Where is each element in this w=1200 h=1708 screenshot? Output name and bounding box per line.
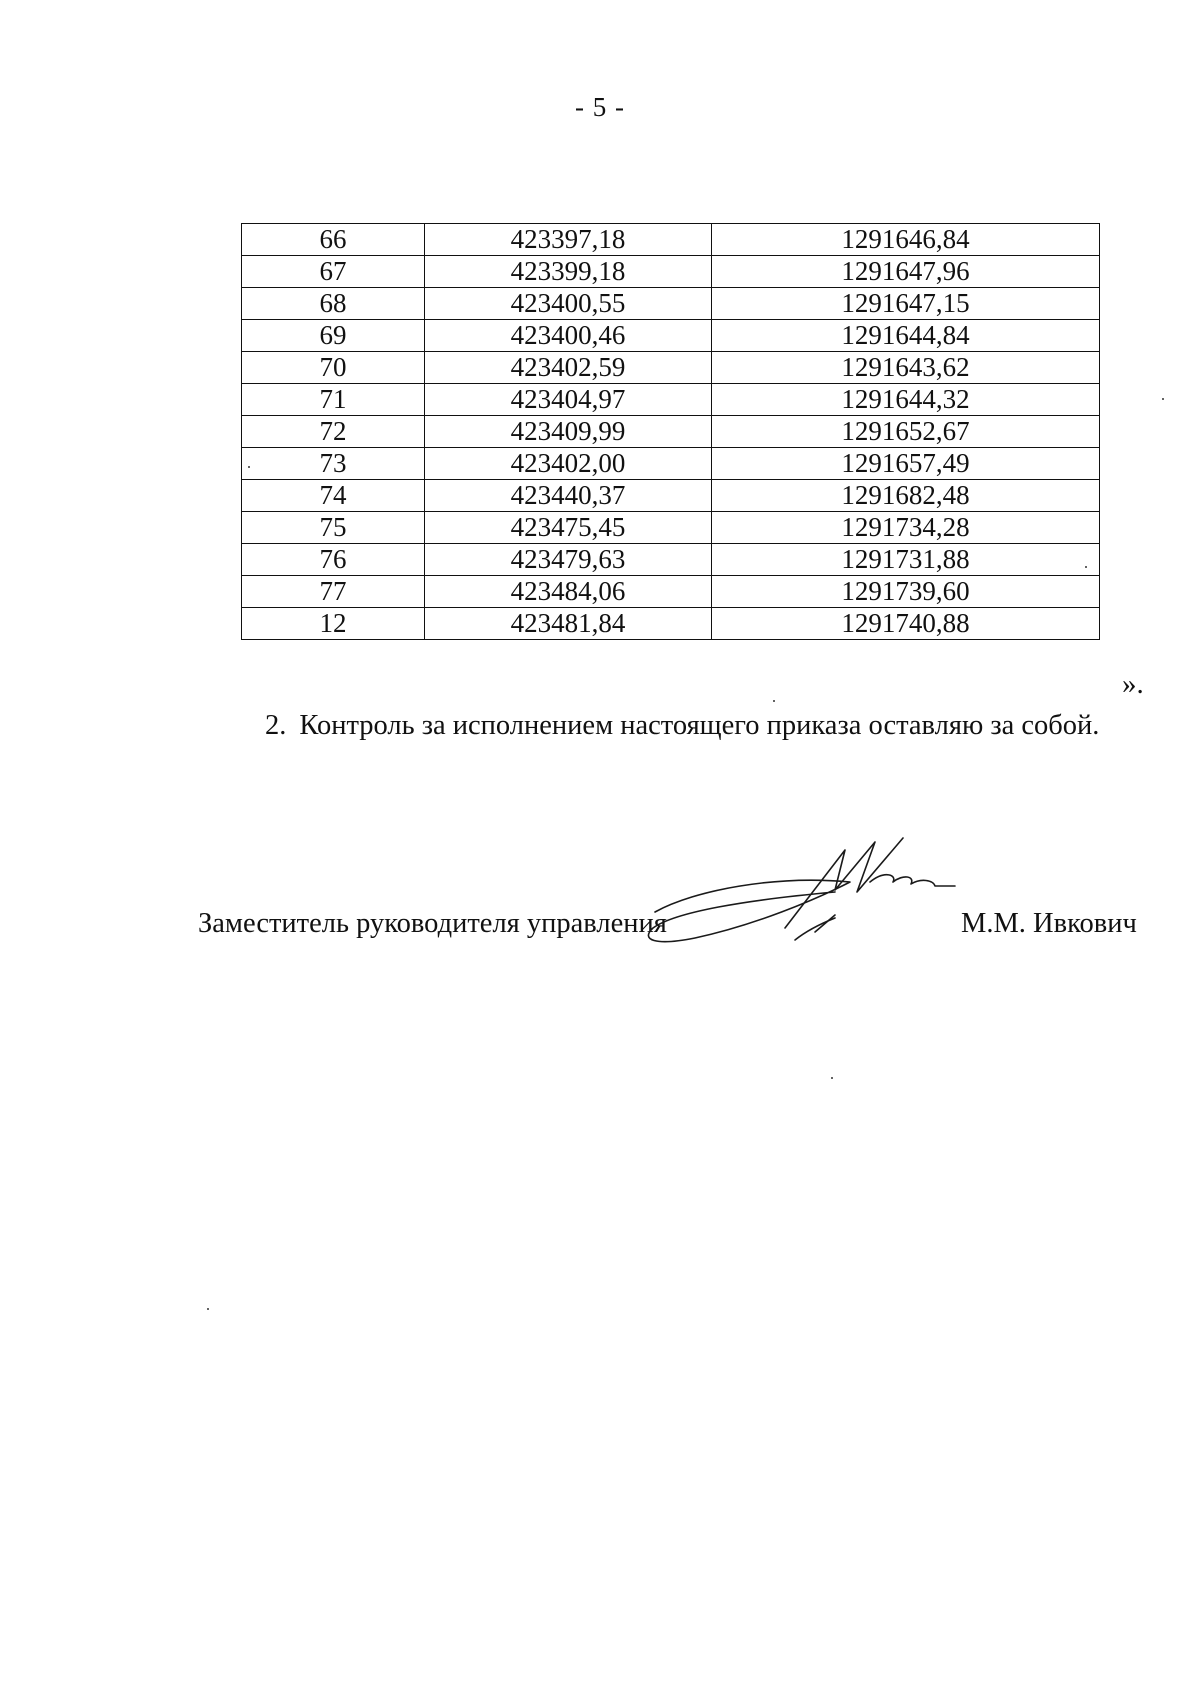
point-number-cell: 69: [242, 320, 425, 352]
scan-speck: [831, 1077, 833, 1079]
y-coordinate-cell: 1291657,49: [712, 448, 1100, 480]
table-row: [242, 576, 1100, 608]
x-coordinate-cell: 423397,18: [425, 224, 712, 256]
scan-speck: [207, 1308, 209, 1310]
point-number-cell: 71: [242, 384, 425, 416]
y-coordinate-cell: 1291644,32: [712, 384, 1100, 416]
scan-speck: [773, 700, 775, 702]
x-coordinate-cell: 423399,18: [425, 256, 712, 288]
y-coordinate-cell: 1291740,88: [712, 608, 1100, 640]
table-row: [242, 608, 1100, 640]
x-coordinate-cell: 423400,46: [425, 320, 712, 352]
point-number-cell: 72: [242, 416, 425, 448]
y-coordinate-cell: 1291647,96: [712, 256, 1100, 288]
y-coordinate-cell: 1291643,62: [712, 352, 1100, 384]
y-coordinate-cell: 1291652,67: [712, 416, 1100, 448]
point-number-cell: 70: [242, 352, 425, 384]
point-number-cell: 68: [242, 288, 425, 320]
point-number-cell: 73: [242, 448, 425, 480]
table-row: [242, 544, 1100, 576]
y-coordinate-cell: 1291646,84: [712, 224, 1100, 256]
y-coordinate-cell: 1291647,15: [712, 288, 1100, 320]
x-coordinate-cell: 423440,37: [425, 480, 712, 512]
scan-speck: [1162, 398, 1164, 400]
scan-speck: [248, 466, 250, 468]
table-row: [242, 480, 1100, 512]
x-coordinate-cell: 423479,63: [425, 544, 712, 576]
paragraph-control: [265, 710, 1099, 742]
paragraph-text: Контроль за исполнением настоящего приказа оставляю за собой.: [299, 710, 1100, 741]
signatory-title: Заместитель руководителя управления: [198, 908, 667, 939]
paragraph-number: 2.: [265, 710, 287, 741]
point-number-cell: 76: [242, 544, 425, 576]
table-row: [242, 384, 1100, 416]
point-number-cell: 66: [242, 224, 425, 256]
x-coordinate-cell: 423481,84: [425, 608, 712, 640]
x-coordinate-cell: 423402,00: [425, 448, 712, 480]
signatory-name: М.М. Ивкович: [961, 908, 1137, 939]
closing-quote: ».: [1122, 668, 1144, 700]
coordinates-table: [241, 223, 1100, 640]
y-coordinate-cell: 1291734,28: [712, 512, 1100, 544]
x-coordinate-cell: 423484,06: [425, 576, 712, 608]
x-coordinate-cell: 423404,97: [425, 384, 712, 416]
table-row: [242, 352, 1100, 384]
handwritten-signature: [635, 820, 995, 970]
coordinates-table-body: [242, 224, 1100, 640]
y-coordinate-cell: 1291682,48: [712, 480, 1100, 512]
table-row: [242, 224, 1100, 256]
table-row: [242, 416, 1100, 448]
table-row: [242, 512, 1100, 544]
point-number-cell: 77: [242, 576, 425, 608]
x-coordinate-cell: 423409,99: [425, 416, 712, 448]
table-row: [242, 448, 1100, 480]
table-row: [242, 288, 1100, 320]
point-number-cell: 74: [242, 480, 425, 512]
y-coordinate-cell: 1291644,84: [712, 320, 1100, 352]
point-number-cell: 12: [242, 608, 425, 640]
page-number: - 5 -: [575, 92, 625, 122]
table-row: [242, 320, 1100, 352]
x-coordinate-cell: 423402,59: [425, 352, 712, 384]
point-number-cell: 67: [242, 256, 425, 288]
y-coordinate-cell: 1291739,60: [712, 576, 1100, 608]
table-row: [242, 256, 1100, 288]
x-coordinate-cell: 423400,55: [425, 288, 712, 320]
scan-speck: [1085, 566, 1087, 568]
y-coordinate-cell: 1291731,88: [712, 544, 1100, 576]
x-coordinate-cell: 423475,45: [425, 512, 712, 544]
point-number-cell: 75: [242, 512, 425, 544]
